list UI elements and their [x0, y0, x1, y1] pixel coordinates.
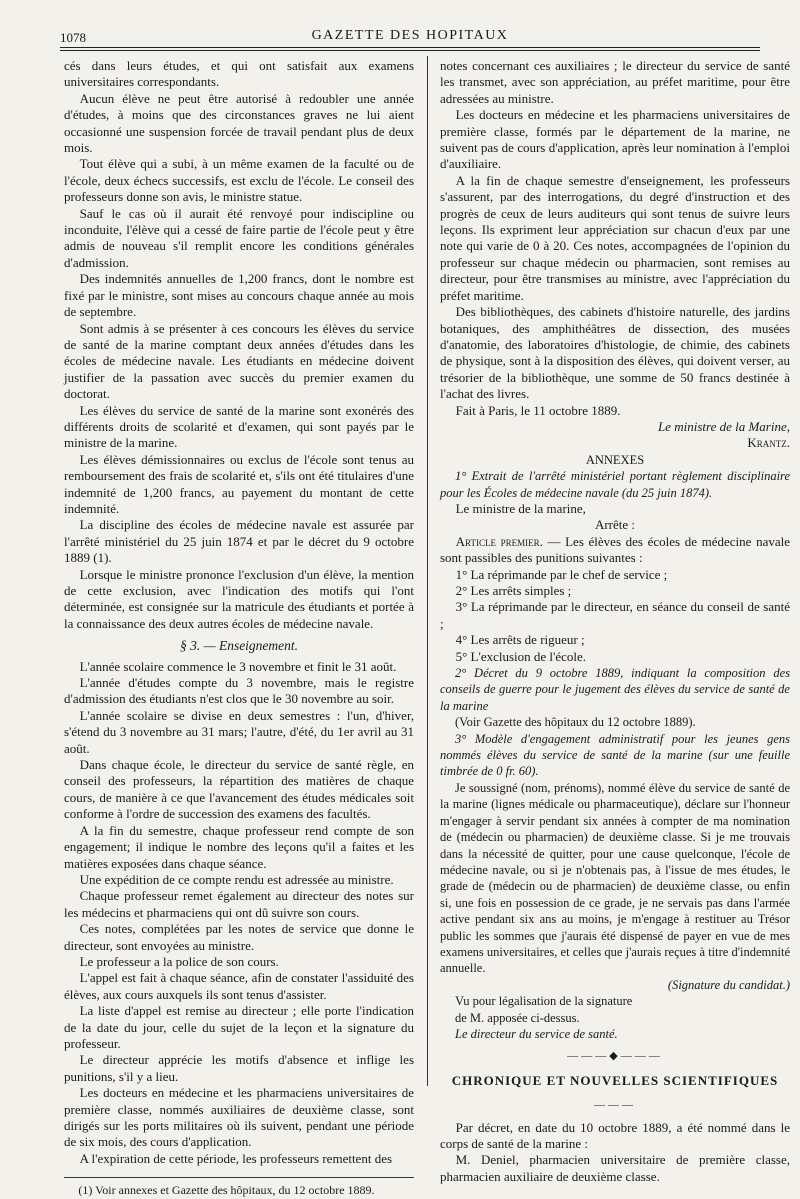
paragraph: Le directeur apprécie les motifs d'absence et inflige les punitions, s'il y a lieu. [64, 1052, 414, 1084]
column-divider [427, 56, 428, 1086]
list-item: 1° La réprimande par le chef de service ; [455, 566, 668, 582]
article-label: Article premier. [455, 533, 543, 549]
list-item: 2° Les arrêts simples ; [455, 583, 572, 598]
list-item: 4° Les arrêts de rigueur ; [455, 632, 585, 648]
section-title: § 3. — Enseignement. [179, 638, 299, 654]
legalisation-signature: Le directeur du service de santé. [455, 1026, 618, 1041]
left-column [64, 58, 414, 1199]
page-header [60, 18, 760, 48]
paragraph: Les docteurs en médecine et les pharmaciens universitaires de première classe, nommés auxiliaires de deuxième classe, sont dirigés sur les ports militaires où ils suivent, pendant une période de six mois, des cours d'application. [64, 1085, 414, 1150]
paragraph: Lorsque le ministre prononce l'exclusion d'un élève, la mention de cette exclusion, avec l'indication des motifs qui l'ont déterminée, est consignée sur la matricule des étudiants et portée à la connaissance des deux autres écoles de médecine navale. [64, 566, 414, 631]
annex-item: 1° Extrait de l'arrêté ministériel portant règlement disciplinaire pour les Écoles de médecine navale (du 25 juin 1874). [440, 469, 790, 500]
paragraph: Fait à Paris, le 11 octobre 1889. [455, 402, 621, 418]
header-rule-double [60, 50, 760, 51]
list-item: 5° L'exclusion de l'école. [455, 648, 587, 664]
paragraph: Par décret, en date du 10 octobre 1889, a été nommé dans le corps de santé de la marine : [440, 1119, 790, 1151]
list-item: 3° La réprimande par le directeur, en séance du conseil de santé ; [440, 599, 790, 631]
ornament-divider: ———◆——— [567, 1050, 663, 1063]
paragraph: Dans chaque école, le directeur du service de santé règle, en conseil des professeurs, la répartition des matières de chaque cours, de manière à ce que l'avancement des études médicales soit conforme à l'ordre de succession des examens des facultés. [64, 757, 414, 822]
footnote: (1) Voir annexes et Gazette des hôpitaux, du 12 octobre 1889. [78, 1183, 375, 1198]
paragraph: A l'expiration de cette période, les professeurs remettent des [79, 1150, 393, 1166]
paragraph: Sauf le cas où il aurait été renvoyé pour indiscipline ou inconduite, l'élève qui a cessé de faire partie de l'école peut y être admis de nouveau s'il remplit encore les conditions générales d'admission. [64, 205, 414, 270]
candidate-signature: (Signature du candidat.) [667, 977, 790, 992]
signature-name: Krantz. [747, 435, 790, 451]
paragraph: Les élèves démissionnaires ou exclus de l'école sont tenus au remboursement des frais de scolarité et, s'ils ont été titulaires d'une indemnité de 1,200 francs, au payement du montant de cette indemnité. [64, 451, 414, 516]
paragraph: M. Deniel, pharmacien universitaire de première classe, pharmacien auxiliaire de deuxième classe. [440, 1152, 790, 1184]
paragraph: A la fin du semestre, chaque professeur rend compte de son engagement; il indique le nombre des leçons qu'il a faites et les matières exposées dans chaque séance. [64, 822, 414, 871]
paragraph: Des indemnités annuelles de 1,200 francs, dont le nombre est fixé par le ministre, sont mises au concours chaque année au mois de septembre. [64, 271, 414, 320]
paragraph: Le ministre de la marine, [455, 500, 586, 516]
paragraph: La discipline des écoles de médecine navale est assurée par l'arrêté ministériel du 25 juin 1874 et par le décret du 9 octobre 1889 (1). [64, 517, 414, 566]
legalisation-line: de M. apposée ci-dessus. [455, 1010, 580, 1025]
annex-item: 2° Décret du 9 octobre 1889, indiquant la composition des conseils de guerre pour le jugement des élèves du service de santé de la marine [440, 666, 790, 713]
paragraph: notes concernant ces auxiliaires ; le directeur du service de santé les transmet, avec son appréciation, au préfet maritime, pour être adressées au ministre. [440, 58, 790, 106]
paragraph: L'appel est fait à chaque séance, afin de constater l'assiduité des élèves, aux cours auxquels ils sont tenus d'assister. [64, 970, 414, 1002]
paragraph: Le professeur a la police de son cours. [79, 953, 279, 969]
signature-title: Le ministre de la Marine, [657, 418, 790, 434]
paragraph: L'année scolaire commence le 3 novembre et finit le 31 août. [79, 658, 397, 674]
paragraph: Tout élève qui a subi, à un même examen de la faculté ou de l'école, deux échecs successifs, est exclu de l'école. Le conseil des professeurs donne son avis, le ministre statue. [64, 156, 414, 205]
paragraph: A la fin de chaque semestre d'enseignement, les professeurs s'assurent, par des interrogations, du degré d'instruction et des progrès de ceux de leurs auditeurs qui sont tenus de suivre leurs leçons. Ils expriment leur appréciation sur chacun d'eux par une note qui varie de 0 à 20. Ces notes, accompagnées de l'opinion du professeur sur chaque médecin ou pharmacien, sont remises au directeur, pour être transmises au ministre, avec l'appréciation du préfet maritime. [440, 172, 790, 303]
right-column [440, 58, 790, 1185]
legalisation-line: Vu pour légalisation de la signature [455, 994, 633, 1009]
paragraph: Les élèves du service de santé de la marine sont exonérés des différents droits de scolarité et d'examen, qui sont payés par le ministre de la marine. [64, 402, 414, 451]
header-rule [60, 47, 760, 48]
short-rule: ——— [594, 1099, 636, 1112]
chronicle-heading: CHRONIQUE ET NOUVELLES SCIENTIFIQUES [451, 1072, 779, 1088]
paragraph: Des bibliothèques, des cabinets d'histoire naturelle, des jardins botaniques, des amphithéâtres de dissection, des musées d'anatomie, des laboratoires d'histologie, de chimie, des cabinets de physique, sont à la disposition des élèves, qui doivent verser, au trésorier de la bibliothèque, une somme de 50 francs destinée à l'achat des livres. [440, 304, 790, 402]
annex-item: 3° Modèle d'engagement administratif pour les jeunes gens nommés élèves du service de santé de la marine (sur une feuille timbrée de 0 fr. 60). [440, 731, 790, 779]
running-title: GAZETTE DES HOPITAUX [311, 28, 509, 43]
paragraph: La liste d'appel est remise au directeur ; elle porte l'indication de la date du jour, celle du sujet de la leçon et la signature du professeur. [64, 1003, 414, 1051]
paragraph: L'année d'études compte du 3 novembre, mais le registre d'admission des étudiants n'est clos que le 30 novembre au soir. [64, 675, 414, 707]
paragraph: Sont admis à se présenter à ces concours les élèves du service de santé de la marine comptant deux années d'études dans les écoles de médecine navale. Les étudiants en médecine doivent justifier de la passation avec succès du premier examen du doctorat. [64, 320, 414, 402]
article-first [440, 534, 790, 567]
annexes-heading: ANNEXES [585, 452, 645, 467]
page-number: 1078 [60, 30, 86, 45]
paragraph: cés dans leurs études, et qui ont satisfait aux examens universitaires correspondants. [64, 58, 414, 90]
annex-reference: (Voir Gazette des hôpitaux du 12 octobre 1889). [455, 715, 696, 730]
paragraph: Chaque professeur remet également au directeur des notes sur les médecins et pharmaciens qui ont dû suivre son cours. [64, 888, 414, 920]
paragraph: Une expédition de ce compte rendu est adressée au ministre. [79, 871, 394, 887]
paragraph: Arrête : [594, 517, 636, 533]
article-text: — Les élèves des écoles de médecine navale sont passibles des punitions suivantes : [440, 533, 790, 566]
paragraph: L'année scolaire se divise en deux semestres : l'un, d'hiver, s'étend du 3 novembre au 31 mars; l'autre, d'été, du 1er avril au 31 août. [64, 707, 414, 756]
footnote-rule [64, 1177, 414, 1178]
paragraph: Les docteurs en médecine et les pharmaciens universitaires de première classe, formés par le département de la marine, ne suivent pas de cours d'application, après leur nomination à l'emploi d'auxiliaire. [440, 107, 790, 172]
paragraph: Ces notes, complétées par les notes de service que donne le directeur, sont envoyées au ministre. [64, 921, 414, 953]
engagement-text: Je soussigné (nom, prénoms), nommé élève du service de santé de la marine (lignes médicale ou pharmaceutique), déclare sur l'honneur m'engager à servir pendant six années à compter de ma nomination de (médecin ou pharmacien) de deuxième classe. Si je me trouvais dans la nécessité de quitter, pour une cause quelconque, l'école de médecine navale, ou si je n'obtenais pas, à l'issue de mes études, le grade de (médecin ou de pharmacien) de deuxième classe, ou enfin si, une fois en possession de ce grade, je ne servais pas dans l'armée active pendant six ans au moins, je m'engage à restituer au Trésor public les sommes que j'aurais été dispensé de payer en vue de mes examens universitaires, et celles que j'aurais reçues à titre d'indemnité annuelle. [440, 780, 790, 976]
paragraph: Aucun élève ne peut être autorisé à redoubler une année d'études, à moins que des circonstances graves ne lui aient occasionné une suspension forcée de travail pendant plus de deux mois. [64, 90, 414, 156]
